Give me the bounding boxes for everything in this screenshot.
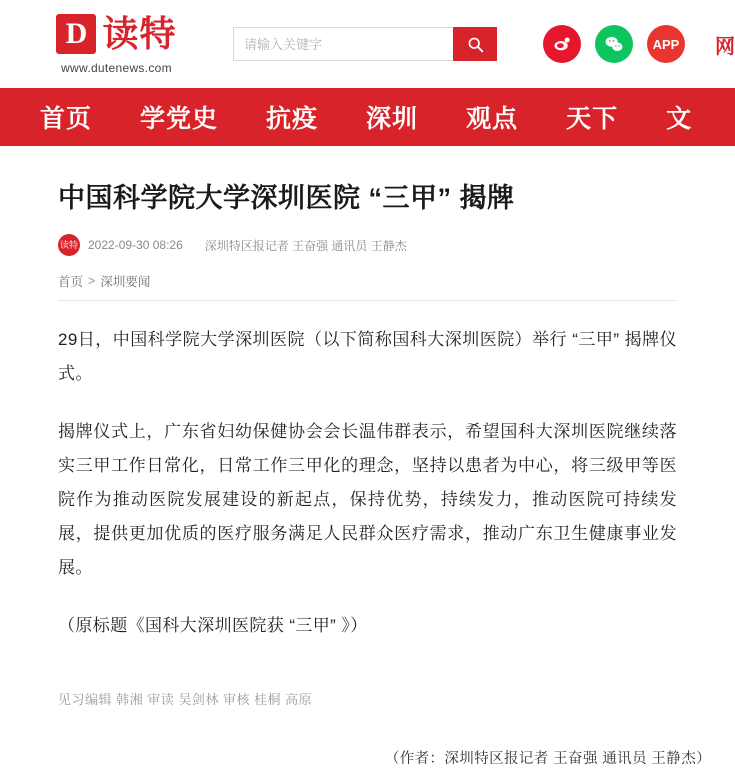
app-icon[interactable]: APP [647,25,685,63]
logo-wordmark: 读特 [102,12,177,54]
divider [58,300,677,301]
article-paragraph-1: 29日，中国科学院大学深圳医院（以下简称国科大深圳医院）举行 “三甲” 揭牌仪式。 [58,330,677,384]
byline-datetime: 2022-09-30 08:26 [88,238,183,253]
byline-badge: 读特 [58,234,80,256]
logo-mark-icon: D [56,14,96,54]
article-paragraph-3: （原标题《国科大深圳医院获 “三甲” 》） [58,616,368,636]
nav-item-opinion[interactable]: 观点 [466,105,519,133]
nav-item-culture[interactable]: 文 [666,105,693,133]
search-button[interactable] [453,27,497,61]
breadcrumb-separator: > [88,274,96,289]
search-bar [233,27,497,61]
main-nav [0,88,735,146]
social-links [543,25,685,63]
nav-item-epidemic[interactable]: 抗疫 [266,105,319,133]
page-title: 中国科学院大学深圳医院 “三甲” 揭牌 [58,183,515,213]
nav-item-world[interactable]: 天下 [566,105,619,133]
header-right-text: 网 [715,36,735,58]
site-header [0,0,735,88]
breadcrumb-home[interactable]: 首页 [58,275,84,290]
byline [58,234,677,256]
wechat-icon[interactable] [595,25,633,63]
logo-url: www.dutenews.com [61,60,172,75]
article-body [0,180,735,708]
nav-item-shenzhen[interactable]: 深圳 [366,105,419,133]
site-logo[interactable] [0,14,205,75]
breadcrumb [58,272,677,290]
weibo-icon[interactable] [543,25,581,63]
nav-item-party-history[interactable]: 学党史 [140,105,219,133]
logo-row [56,14,176,54]
breadcrumb-current[interactable]: 深圳要闻 [100,275,151,290]
article-footer-author: （作者：深圳特区报记者 王奋强 通讯员 王静杰） [384,751,711,767]
search-icon [467,36,484,53]
article-editors: 见习编辑 韩湘 审读 吴剑林 审核 桂桐 高原 [58,692,313,708]
search-input[interactable] [233,27,453,61]
article-paragraph-2: 揭牌仪式上，广东省妇幼保健协会会长温伟群表示，希望国科大深圳医院继续落实三甲工作日常化，日常工作三甲化的理念，坚持以患者为中心，将三级甲等医院作为推动医院发展建设的新起点，保持优势，持续发力，推动医院可持续发展，提供更加优质的医疗服务满足人民群众医疗需求，推动广东卫生健康事业发展。 [58,422,677,578]
byline-source: 深圳特区报记者 王奋强 通讯员 王静杰 [204,238,407,253]
nav-item-home[interactable]: 首页 [40,105,93,133]
